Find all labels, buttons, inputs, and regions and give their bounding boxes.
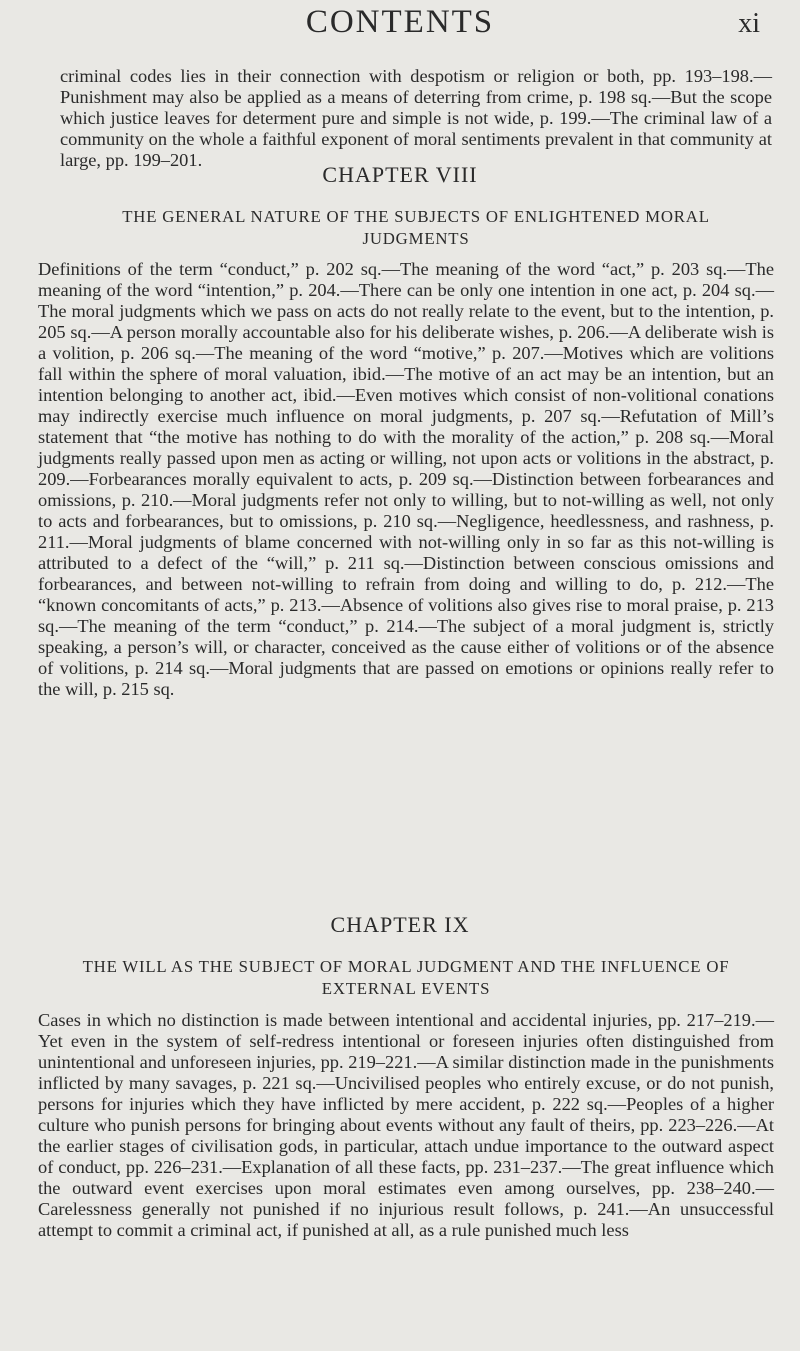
page-number: xi (738, 8, 760, 39)
running-head (0, 4, 800, 48)
chapter-9-summary: Cases in which no distinction is made between intentional and accidental injuries, pp. 217–219.—Yet even in the system of self-redress intentional or foreseen injuries often distinguished from unintentional and unforeseen injuries, pp. 219–221.—A similar distinction made in the punishments inflicted by many savages, p. 221 sq.—Uncivilised peoples who entirely excuse, or do not punish, persons for injuries which they have inflicted by mere accident, p. 222 sq.—Peoples of a higher culture who punish persons for bringing about events without any fault of theirs, pp. 223–226.—At the earlier stages of civilisation gods, in particular, attach undue importance to the outward aspect of conduct, pp. 226–231.—Explanation of all these facts, pp. 231–237.—The great influence which the outward event exercises upon moral estimates even among ourselves, pp. 238–240.—Carelessness generally not punished if no injurious result follows, p. 241.—An unsuccessful attempt to commit a criminal act, if punished at all, as a rule punished much less (38, 1010, 774, 1240)
chapter-9-heading: CHAPTER IX (330, 912, 470, 937)
chapter-8-title: THE GENERAL NATURE OF THE SUBJECTS OF ENLIGHTENED MORAL JUDGMENTS (122, 207, 710, 248)
chapter-9-title: THE WILL AS THE SUBJECT OF MORAL JUDGMENT AND THE INFLUENCE OF EXTERNAL EVENTS (82, 957, 730, 998)
intro-paragraph: criminal codes lies in their connection with despotism or religion or both, pp. 193–198.—Punishment may also be applied as a means of deterring from crime, p. 198 sq.—But the scope which justice leaves for determent pure and simple is not wide, p. 199.—The criminal law of a community on the whole a faithful exponent of moral sentiments prevalent in that community at large, pp. 199–201. (60, 66, 772, 170)
chapter-8-summary: Definitions of the term “conduct,” p. 202 sq.—The meaning of the word “act,” p. 203 sq.—The meaning of the word “intention,” p. 204.—There can be only one intention in one act, p. 204 sq.—The moral judgments which we pass on acts do not really relate to the event, but to the intention, p. 205 sq.—A person morally accountable also for his deliberate wishes, p. 206.—A deliberate wish is a volition, p. 206 sq.—The meaning of the word “motive,” p. 207.—Motives which are volitions fall within the sphere of moral valuation, ibid.—The motive of an act may be an intention, but an intention belonging to another act, ibid.—Even motives which consist of non-volitional conations may indirectly exercise much influence on moral judgments, p. 207 sq.—Refutation of Mill’s statement that “the motive has nothing to do with the morality of the action,” p. 208 sq.—Moral judgments really passed upon men as acting or willing, not upon acts or volitions in the abstract, p. 209.—Forbearances morally equivalent to acts, p. 209 sq.—Distinction between forbearances and omissions, p. 210.—Moral judgments refer not only to willing, but to not-willing as well, not only to acts and forbearances, but to omissions, p. 210 sq.—Negligence, heedlessness, and rashness, p. 211.—Moral judgments of blame concerned with not-willing only in so far as this not-willing is attributed to a defect of the “will,” p. 211 sq.—Distinction between conscious omissions and forbearances, and between not-willing to refrain from doing and willing to do, p. 212.—The “known concomitants of acts,” p. 213.—Absence of volitions also gives rise to moral praise, p. 213 sq.—The meaning of the term “conduct,” p. 214.—The subject of a moral judgment is, strictly speaking, a person’s will, or character, conceived as the cause either of volitions or of the absence of volitions, p. 214 sq.—Moral judgments that are passed on emotions or opinions really refer to the will, p. 215 sq. (38, 259, 774, 699)
chapter-8-heading: CHAPTER VIII (322, 162, 478, 187)
running-head-title: CONTENTS (305, 4, 495, 40)
